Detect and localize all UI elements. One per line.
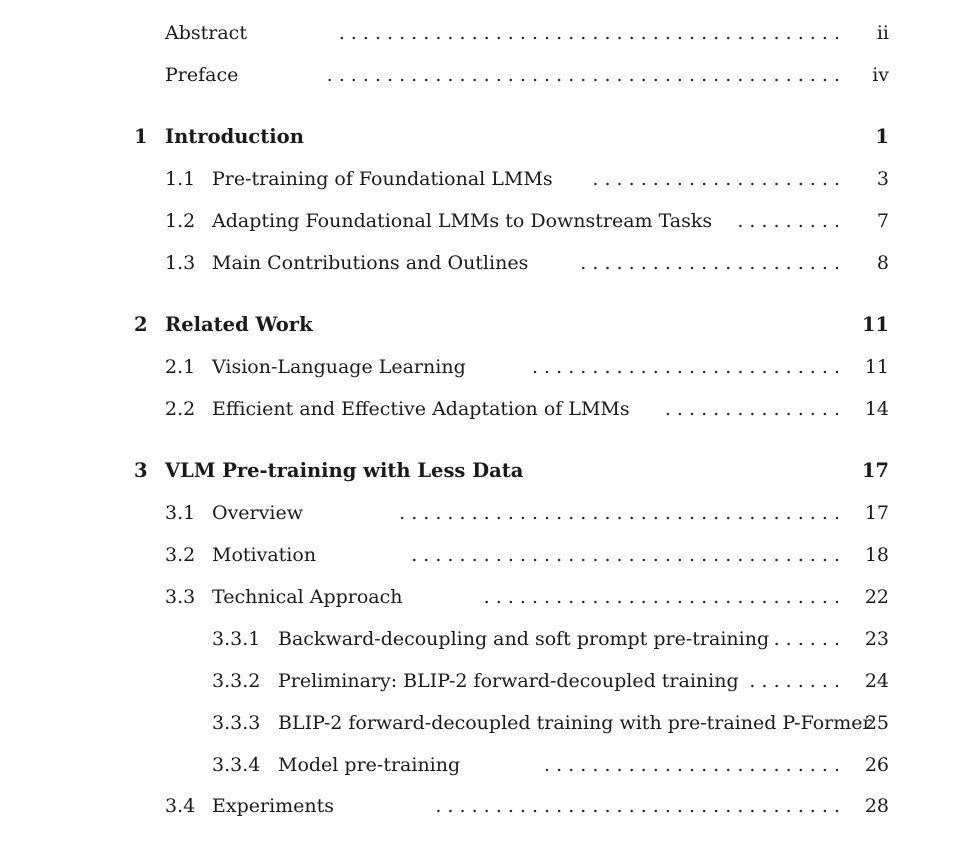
section-number: 2.1 (165, 356, 196, 378)
section-page: 28 (864, 795, 889, 817)
toc-chapter-1[interactable] (0, 122, 973, 152)
chapter-title: Related Work (165, 313, 313, 336)
section-page: 14 (864, 398, 889, 420)
toc-subsection-3-3-2[interactable] (0, 666, 973, 696)
dot-leader: . . . . . . . . . . . . . . . . . . . . . . . . . (544, 754, 840, 776)
chapter-number: 3 (134, 459, 148, 482)
section-title: Adapting Foundational LMMs to Downstream Tasks (212, 210, 713, 232)
subsection-page: 24 (864, 670, 889, 692)
section-title: Vision-Language Learning (212, 356, 466, 378)
toc-section-1-1[interactable] (0, 164, 973, 194)
toc-chapter-3[interactable] (0, 456, 973, 486)
toc-section-3-4[interactable] (0, 791, 973, 821)
subsection-number: 3.3.4 (212, 754, 261, 776)
dot-leader: . . . . . . . . . . . . . . . . . . . . . . . . . . . . . . . . . . (435, 795, 840, 817)
toc-section-3-3[interactable] (0, 582, 973, 612)
section-number: 3.3 (165, 586, 196, 608)
subsection-number: 3.3.1 (212, 628, 261, 650)
dot-leader: . . . . . . . . . . . . . . . . . . . . . (592, 168, 840, 190)
dot-leader: . . . . . . . . . (737, 210, 840, 232)
dot-leader: . . . . . . . . . . . . . . . . . . . . . . . . . . . . . . . . . . . . . (399, 502, 840, 524)
chapter-page: 17 (861, 459, 889, 482)
subsection-title: Preliminary: BLIP-2 forward-decoupled training (278, 670, 739, 692)
subsection-title: Backward-decoupling and soft prompt pre-training (278, 628, 770, 650)
section-title: Efficient and Effective Adaptation of LMMs (212, 398, 630, 420)
dot-leader: . . . . . . . . . . . . . . . . . . . . . . . . . . . . . . (483, 586, 840, 608)
section-number: 1.2 (165, 210, 196, 232)
section-title: Overview (212, 502, 303, 524)
section-number: 3.2 (165, 544, 196, 566)
toc-section-2-1[interactable] (0, 352, 973, 382)
section-number: 1.1 (165, 168, 196, 190)
dot-leader: . . . . . . . . . . . . . . . . . . . . . . . . . . . . . . . . . . . . (411, 544, 840, 566)
toc-subsection-3-3-4[interactable] (0, 750, 973, 780)
toc-section-1-3[interactable] (0, 248, 973, 278)
toc-chapter-2[interactable] (0, 310, 973, 340)
section-title: Motivation (212, 544, 317, 566)
entry-page: ii (876, 22, 889, 44)
section-number: 3.1 (165, 502, 196, 524)
chapter-page: 11 (861, 313, 889, 336)
section-page: 22 (864, 586, 889, 608)
section-title: Main Contributions and Outlines (212, 252, 529, 274)
dot-leader: . . . . . . . . . . . . . . . . . . . . . . . . . . (531, 356, 840, 378)
subsection-number: 3.3.3 (212, 712, 261, 734)
subsection-number: 3.3.2 (212, 670, 261, 692)
subsection-title: BLIP-2 forward-decoupled training with pre-trained P-Former (278, 712, 872, 734)
chapter-page: 1 (875, 125, 889, 148)
subsection-page: 23 (864, 628, 889, 650)
section-title: Technical Approach (212, 586, 403, 608)
section-page: 17 (864, 502, 889, 524)
toc-subsection-3-3-3[interactable] (0, 708, 973, 738)
toc-entry-abstract[interactable] (0, 18, 973, 48)
dot-leader: . . . . . . . . . . . . . . . . . . . . . . . . . . . . . . . . . . . . . . . . . . (338, 22, 840, 44)
section-page: 11 (864, 356, 889, 378)
section-number: 3.4 (165, 795, 196, 817)
chapter-title: VLM Pre-training with Less Data (165, 459, 524, 482)
toc-entry-preface[interactable] (0, 60, 973, 90)
section-page: 8 (876, 252, 889, 274)
toc-section-3-2[interactable] (0, 540, 973, 570)
section-title: Pre-training of Foundational LMMs (212, 168, 553, 190)
subsection-title: Model pre-training (278, 754, 461, 776)
chapter-title: Introduction (165, 125, 304, 148)
dot-leader: . . . . . . . . . . . . . . . . . . . . . . (580, 252, 840, 274)
section-page: 7 (876, 210, 889, 232)
toc-section-3-1[interactable] (0, 498, 973, 528)
toc-section-1-2[interactable] (0, 206, 973, 236)
section-number: 1.3 (165, 252, 196, 274)
section-page: 3 (876, 168, 889, 190)
dot-leader: . . . . . . . . . . . . . . . (664, 398, 840, 420)
section-page: 18 (864, 544, 889, 566)
dot-leader: . . . . . . . . . . . . . . . . . . . . . . . . . . . . . . . . . . . . . . . . . . . (326, 64, 840, 86)
toc-subsection-3-3-1[interactable] (0, 624, 973, 654)
toc-section-2-2[interactable] (0, 394, 973, 424)
entry-page: iv (872, 64, 889, 86)
chapter-number: 2 (134, 313, 148, 336)
dot-leader: . . . . . . (773, 628, 840, 650)
section-title: Experiments (212, 795, 335, 817)
chapter-number: 1 (134, 125, 148, 148)
entry-title: Abstract (165, 22, 247, 44)
dot-leader: . . . . . . . . (749, 670, 840, 692)
entry-title: Preface (165, 64, 239, 86)
section-number: 2.2 (165, 398, 196, 420)
subsection-page: 25 (864, 712, 889, 734)
subsection-page: 26 (864, 754, 889, 776)
